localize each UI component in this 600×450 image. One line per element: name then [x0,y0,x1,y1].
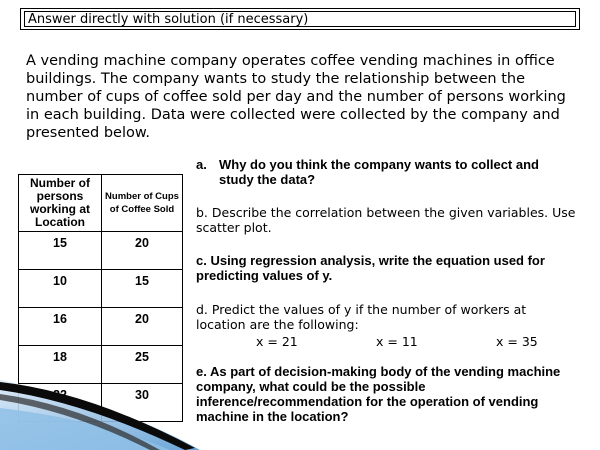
decorative-swoosh [0,360,200,450]
question-c: c. Using regression analysis, write the equation used for predicting values of y. [196,253,545,283]
instruction-banner [20,8,580,30]
table-row [19,308,183,346]
x-value-1: x = 21 [256,334,298,349]
question-e: e. As part of decision-making body of the vending machine company, what could be the possible inference/recommendation for the operation of vending machine in the location? [196,364,561,424]
cell-cups: 15 [102,270,183,308]
instruction-text: Answer directly with solution (if necessary) [24,11,576,27]
header-cups: Number of Cups of Coffee Sold [102,175,183,232]
x-value-3: x = 35 [496,334,538,349]
cell-persons: 15 [19,232,102,270]
table-row [19,270,183,308]
question-b: b. Describe the correlation between the given variables. Use scatter plot. [196,205,576,235]
x-value-2: x = 11 [376,334,418,349]
cell-cups: 20 [102,232,183,270]
cell-cups: 30 [102,384,183,422]
intro-paragraph: A vending machine company operates coffee vending machines in office buildings. The company wants to study the relationship between the number of cups of coffee sold per day and the number of persons working in each building. Data were collected were collected by the company and presented below. [26,53,566,141]
cell-persons: 10 [19,270,102,308]
header-persons: Number of persons working at Location [19,175,102,232]
table-header-row [19,175,183,232]
cell-persons: 18 [19,346,102,384]
question-d: d. Predict the values of y if the number of workers at location are the following: [196,302,527,332]
cell-persons: 16 [19,308,102,346]
table-row [19,232,183,270]
cell-cups: 25 [102,346,183,384]
cell-cups: 20 [102,308,183,346]
question-a-letter: a. [196,157,207,172]
question-a-text: Why do you think the company wants to collect and study the data? [219,157,539,187]
question-a [196,157,576,187]
